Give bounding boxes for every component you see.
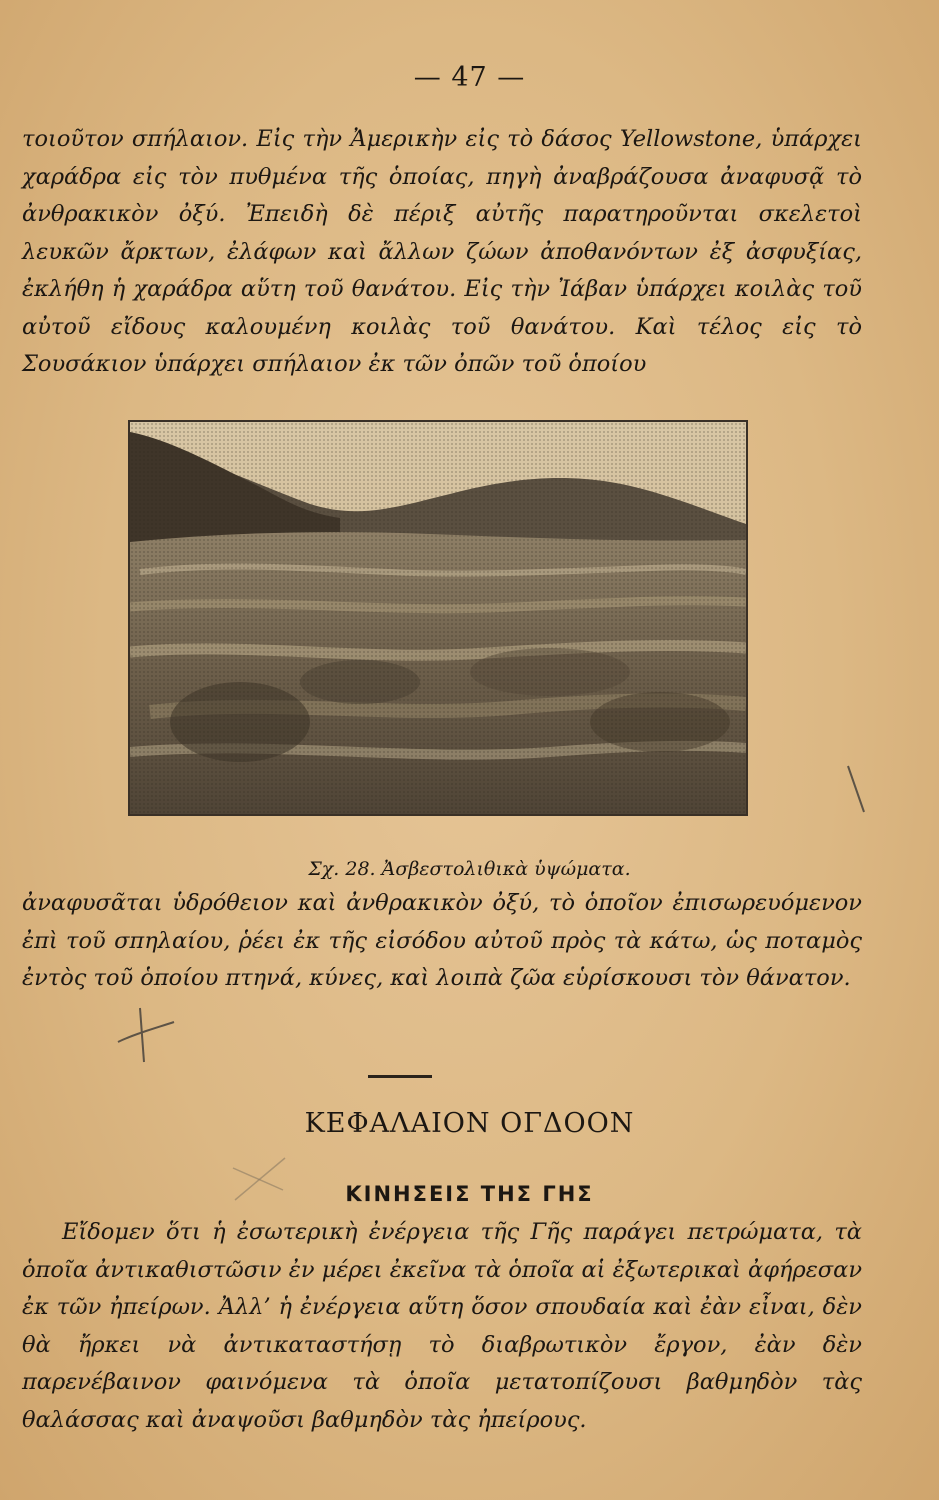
pencil-stroke-mark <box>842 760 872 820</box>
paragraph-bottom: Εἴδομεν ὅτι ἡ ἐσωτερικὴ ἐνέργεια τῆς Γῆς παράγει πετρώματα, τὰ ὁποῖα ἀντικαθιστῶσιν ἐν μέρει ἐκεῖνα τὰ ὁποῖα αἱ ἐξωτερικαὶ ἀφήρεσαν ἐκ τῶν ἠπείρων. Ἀλλ’ ἡ ἐνέργεια αὕτη ὅσον σπουδαία καὶ ἐὰν εἶναι, δὲν θὰ ἤρκει νὰ ἀντικαταστήσῃ τὸ διαβρωτικὸν ἔργον, ἐὰν δὲν παρενέβαινον φαινόμενα τὰ ὁποῖα μετατοπίζουσι βαθμηδὸν τὰς θαλάσσας καὶ ἀναψοῦσι βαθμηδὸν τὰς ἠπείρους. <box>22 1219 862 1433</box>
page-number: — 47 — <box>413 62 526 93</box>
paragraph-middle: ἀναφυσᾶται ὑδρόθειον καὶ ἀνθρακικὸν ὀξύ, τὸ ὁποῖον ἐπισωρευόμενον ἐπὶ τοῦ σπηλαίου, ῥέει ἐκ τῆς εἰσόδου αὐτοῦ πρὸς τὰ κάτω, ὡς ποταμὸς ἐντὸς τοῦ ὁποίου πτηνά, κύνες, καὶ λοιπὰ ζῶα εὑρίσκουσι τὸν θάνατον. <box>22 890 862 991</box>
paragraph-top: τοιοῦτον σπήλαιον. Εἰς τὴν Ἀμερικὴν εἰς τὸ δάσος Yellowstone, ὑπάρχει χαράδρα εἰς τὸν πυθμένα τῆς ὁποίας, πηγὴ ἀναβράζουσα ἀναφυσᾷ τὸ ἀνθρακικὸν ὀξύ. Ἐπειδὴ δὲ πέριξ αὐτῆς παρατηροῦνται σκελετοὶ λευκῶν ἄρκτων, ἐλάφων καὶ ἄλλων ζώων ἀποθανόντων ἐξ ἀσφυξίας, ἐκλήθη ἡ χαράδρα αὕτη τοῦ θανάτου. Εἰς τὴν Ἰάβαν ὑπάρχει κοιλὰς τοῦ αὐτοῦ εἴδους καλουμένη κοιλὰς τοῦ θανάτου. Καὶ τέλος εἰς τὸ Σουσάκιον ὑπάρχει σπήλαιον ἐκ τῶν ὀπῶν τοῦ ὁποίου <box>22 126 862 377</box>
landscape-illustration <box>130 422 746 814</box>
section-divider <box>368 1075 432 1078</box>
figure-caption: Σχ. 28. Ἀσβεστολιθικὰ ὑψώματα. <box>308 858 631 880</box>
pencil-cross-mark <box>110 1000 180 1070</box>
landscape-photograph <box>128 420 748 816</box>
chapter-title: ΚΕΦΑΛΑΙΟΝ ΟΓΔΟΟΝ <box>304 1108 635 1139</box>
section-title: ΚΙΝΗΣΕΙΣ ΤΗΣ ΓΗΣ <box>345 1182 594 1206</box>
